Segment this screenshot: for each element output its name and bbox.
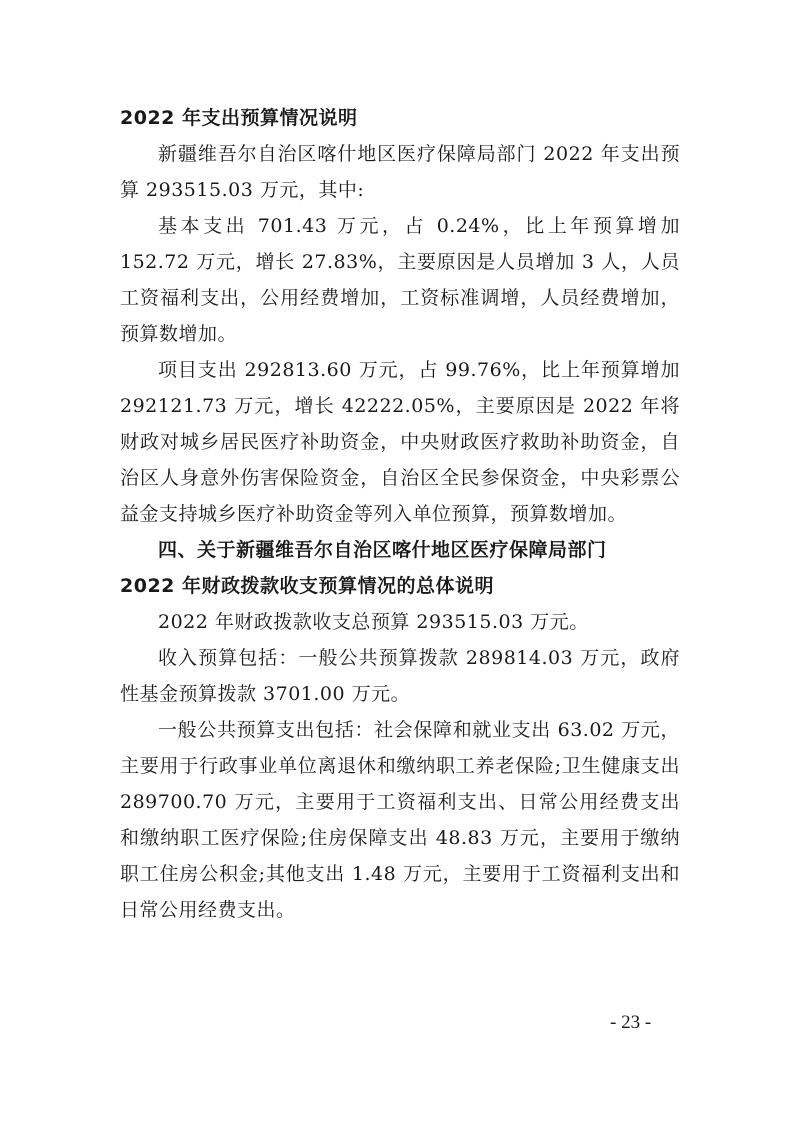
section-heading-four-line2: 2022 年财政拨款收支预算情况的总体说明	[120, 575, 494, 597]
section-heading-four-line1: 四、关于新疆维吾尔自治区喀什地区医疗保障局部门	[158, 539, 607, 561]
paragraph-project-expenditure: 项目支出 292813.60 万元，占 99.76%，比上年预算增加 292121.73 万元，增长 42222.05%，主要原因是 2022 年将财政对城乡居民医疗补助资金，中央财政医疗救助补助资金，自治区人身意外伤害保险资金，自治区全民参保资金，中央彩票公益金支持城乡医疗补助资金等列入单位预算，预算数增加。	[120, 359, 680, 525]
paragraph-general-public-expenditure: 一般公共预算支出包括：社会保障和就业支出 63.02 万元，主要用于行政事业单位离退休和缴纳职工养老保险;卫生健康支出 289700.70 万元，主要用于工资福利支出、日常公用经费支出和缴纳职工医疗保险;住房保障支出 48.83 万元，主要用于缴纳职工住房公积金;其他支出 1.48 万元，主要用于工资福利支出和日常公用经费支出。	[120, 719, 680, 921]
paragraph-income-budget: 收入预算包括：一般公共预算拨款 289814.03 万元，政府性基金预算拨款 3701.00 万元。	[120, 647, 680, 705]
section-heading-expenditure: 2022 年支出预算情况说明	[120, 107, 358, 129]
paragraph-fiscal-total: 2022 年财政拨款收支总预算 293515.03 万元。	[158, 611, 589, 633]
page-number: - 23 -	[610, 1012, 652, 1033]
paragraph-total-expenditure: 新疆维吾尔自治区喀什地区医疗保障局部门 2022 年支出预算 293515.03 万元，其中:	[120, 143, 680, 201]
document-body	[120, 100, 680, 928]
paragraph-basic-expenditure: 基本支出 701.43 万元，占 0.24%，比上年预算增加 152.72 万元，增长 27.83%，主要原因是人员增加 3 人，人员工资福利支出，公用经费增加，工资标准调增，人员经费增加，预算数增加。	[120, 215, 680, 345]
